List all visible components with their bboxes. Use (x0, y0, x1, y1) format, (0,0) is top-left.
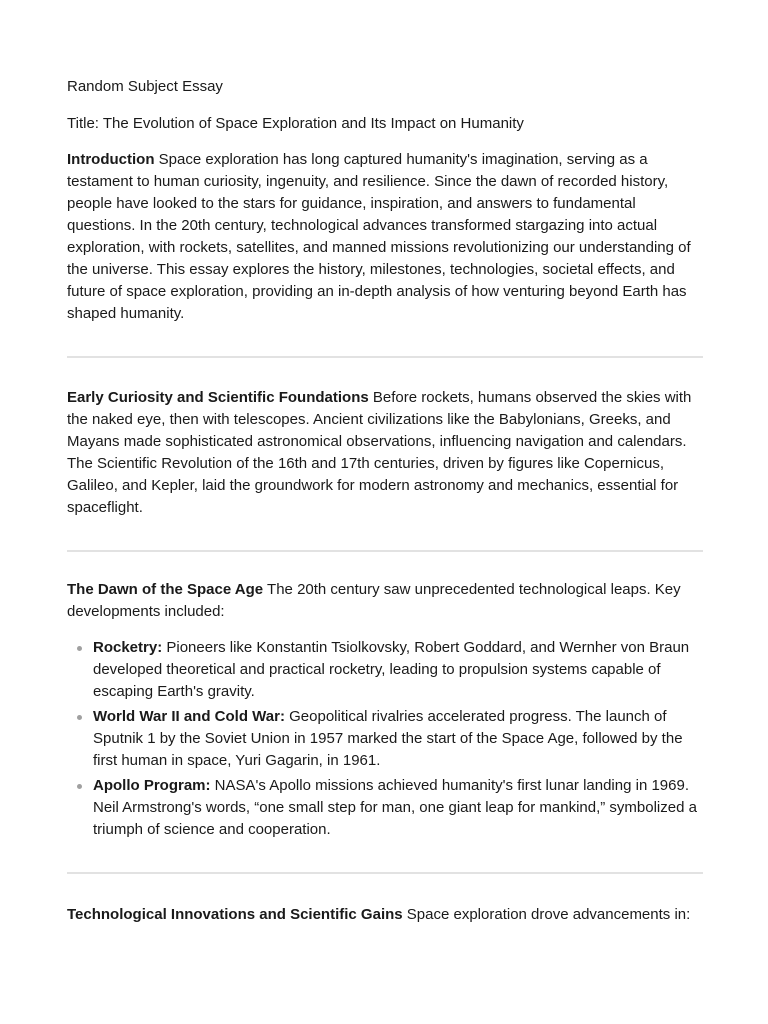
document-title: Title: The Evolution of Space Exploration and Its Impact on Humanity (67, 115, 524, 132)
list-item (67, 775, 703, 841)
section-heading: Technological Innovations and Scientific Gains (67, 906, 403, 923)
bullet-dot-icon (77, 646, 82, 651)
section-divider (67, 356, 703, 358)
list-item (67, 706, 703, 772)
section-heading: Introduction (67, 151, 155, 168)
section-space-age (67, 579, 703, 623)
document-subject-line: Random Subject Essay (67, 78, 223, 95)
bullet-dot-icon (77, 784, 82, 789)
list-item-label: Rocketry: (93, 639, 163, 656)
section-divider (67, 550, 703, 552)
section-heading: Early Curiosity and Scientific Foundations (67, 389, 369, 406)
section-divider (67, 872, 703, 874)
section-technological-innovations (67, 904, 703, 926)
section-body: Before rockets, humans observed the skies with the naked eye, then with telescopes. Ancient civilizations like the Babylonians, Greeks, and Mayans made sophisticated astronomical observations, influencing navigation and calendars. The Scientific Revolution of the 16th and 17th centuries, driven by figures like Copernicus, Galileo, and Kepler, laid the groundwork for modern astronomy and mechanics, essential for spaceflight. (67, 389, 692, 516)
section-body: The 20th century saw unprecedented technological leaps. Key developments included: (67, 581, 681, 620)
section-body: Space exploration has long captured humanity's imagination, serving as a testament to human curiosity, ingenuity, and resilience. Since the dawn of recorded history, people have looked to the stars for guidance, inspiration, and answers to fundamental questions. In the 20th century, technological advances transformed stargazing into actual exploration, with rockets, satellites, and manned missions revolutionizing our understanding of the universe. This essay explores the history, milestones, technologies, societal effects, and future of space exploration, providing an in-depth analysis of how venturing beyond Earth has shaped humanity. (67, 151, 691, 322)
list-item-text: Pioneers like Konstantin Tsiolkovsky, Robert Goddard, and Wernher von Braun developed theoretical and practical rocketry, leading to propulsion systems capable of escaping Earth's gravity. (93, 639, 690, 700)
list-item-text: Geopolitical rivalries accelerated progress. The launch of Sputnik 1 by the Soviet Union in 1957 marked the start of the Space Age, followed by the first human in space, Yuri Gagarin, in 1961. (93, 708, 683, 769)
section-body: Space exploration drove advancements in: (402, 906, 691, 923)
document-page (67, 76, 703, 926)
bullet-dot-icon (77, 715, 82, 720)
list-item (67, 637, 703, 703)
bullet-list (67, 637, 703, 841)
section-heading: The Dawn of the Space Age (67, 581, 264, 598)
list-item-text: NASA's Apollo missions achieved humanity's first lunar landing in 1969. Neil Armstrong's words, “one small step for man, one giant leap for mankind,” symbolized a triumph of science and cooperation. (93, 777, 697, 838)
list-item-label: Apollo Program: (93, 777, 211, 794)
section-early-curiosity (67, 387, 703, 519)
list-item-label: World War II and Cold War: (93, 708, 285, 725)
section-introduction (67, 149, 703, 325)
